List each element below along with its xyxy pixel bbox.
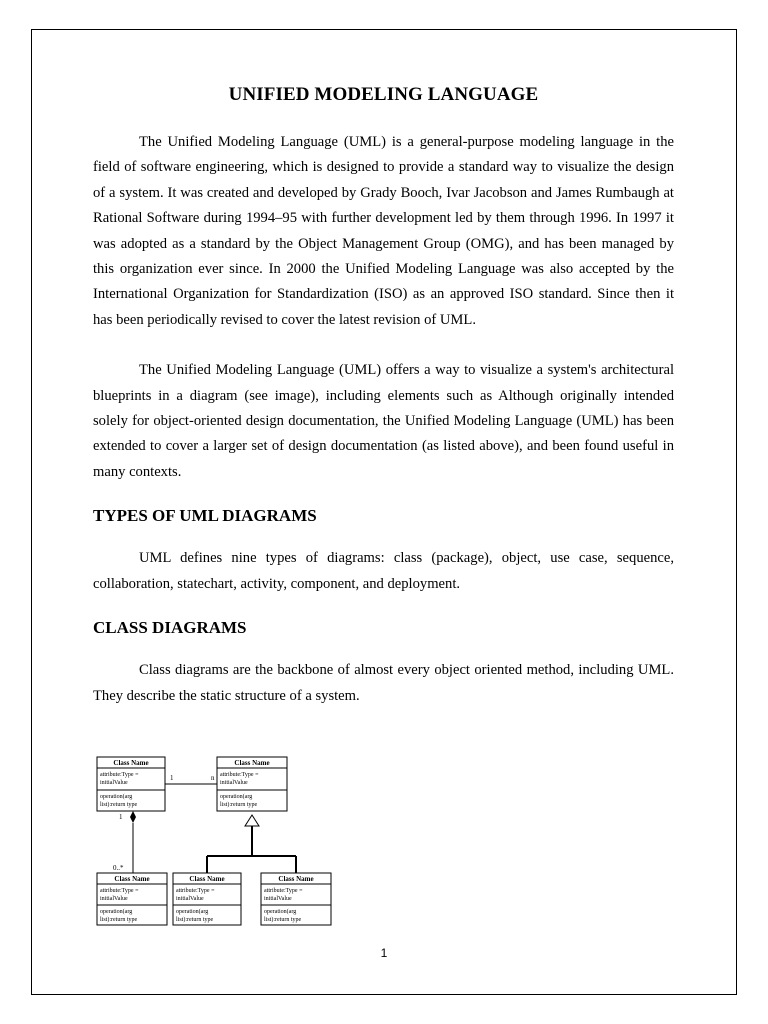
attribute-label: attribute:Type = [100,772,139,778]
heading-types-of-uml-diagrams: TYPES OF UML DIAGRAMS [93,506,317,526]
initial-value-label: initialValue [176,896,204,902]
heading-class-diagrams: CLASS DIAGRAMS [93,618,247,638]
initial-value-label: initialValue [100,896,128,902]
intro-paragraph-1: The Unified Modeling Language (UML) is a general-purpose modeling language in the field of software engineering, which is designed to provide a standard way to visualize the design of a system. It was created and developed by Grady Booch, Ivar Jacobson and James Rumbaugh at Rational Software during 1994–95 with further development led by them through 1996. In 1997 it was adopted as a standard by the Object Management Group (OMG), and has been managed by this organization ever since. In 2000 the Unified Modeling Language was also accepted by the International Organization for Standardization (ISO) as an approved ISO standard. Since then it has been periodically revised to cover the latest revision of UML. [93,134,674,328]
class-name-label: Class Name [189,875,225,883]
composition-diamond [130,811,136,823]
return-type-label: list):return type [176,917,214,923]
operation-label: operation(arg [220,794,253,800]
return-type-label: list):return type [220,802,258,808]
class-name-label: Class Name [114,875,150,883]
initial-value-label: initialValue [100,780,128,786]
document-body [93,84,674,709]
attribute-label: attribute:Type = [100,888,139,894]
initial-value-label: initialValue [264,896,292,902]
return-type-label: list):return type [100,802,138,808]
attribute-label: attribute:Type = [176,888,215,894]
intro-paragraph-2: The Unified Modeling Language (UML) offers a way to visualize a system's architectural blueprints in a diagram (see image), including elements such as Although originally intended solely for object-oriented design documentation, the Unified Modeling Language (UML) has been extended to cover a larger set of design documentation (as listed above), and been found useful in many contexts. [93,362,674,480]
multiplicity-comp-top: 1 [119,813,123,821]
class-name-label: Class Name [278,875,314,883]
attribute-label: attribute:Type = [264,888,303,894]
types-paragraph: UML defines nine types of diagrams: class (package), object, use case, sequence, collaboration, statechart, activity, component, and deployment. [93,550,674,592]
initial-value-label: initialValue [220,780,248,786]
attribute-label: attribute:Type = [220,772,259,778]
class-box-bottom-right [261,873,331,925]
document-title: UNIFIED MODELING LANGUAGE [228,84,539,105]
operation-label: operation(arg [100,909,133,915]
multiplicity-comp-bottom: 0..* [113,864,124,872]
operation-label: operation(arg [176,909,209,915]
operation-label: operation(arg [100,794,133,800]
class-diagrams-paragraph: Class diagrams are the backbone of almost every object oriented method, including UML. They describe the static structure of a system. [93,662,674,704]
return-type-label: list):return type [264,917,302,923]
class-box-bottom-left [97,873,167,925]
class-box-top-right [217,757,287,811]
class-name-label: Class Name [234,759,270,767]
class-name-label: Class Name [113,759,149,767]
page-number: 1 [380,946,388,960]
return-type-label: list):return type [100,917,138,923]
multiplicity-assoc-left: 1 [170,774,174,782]
class-box-top-left [97,757,165,811]
generalization-triangle [245,815,259,826]
multiplicity-assoc-right: n [211,774,215,782]
operation-label: operation(arg [264,909,297,915]
uml-class-diagram-figure [95,755,335,927]
class-box-bottom-middle [173,873,241,925]
